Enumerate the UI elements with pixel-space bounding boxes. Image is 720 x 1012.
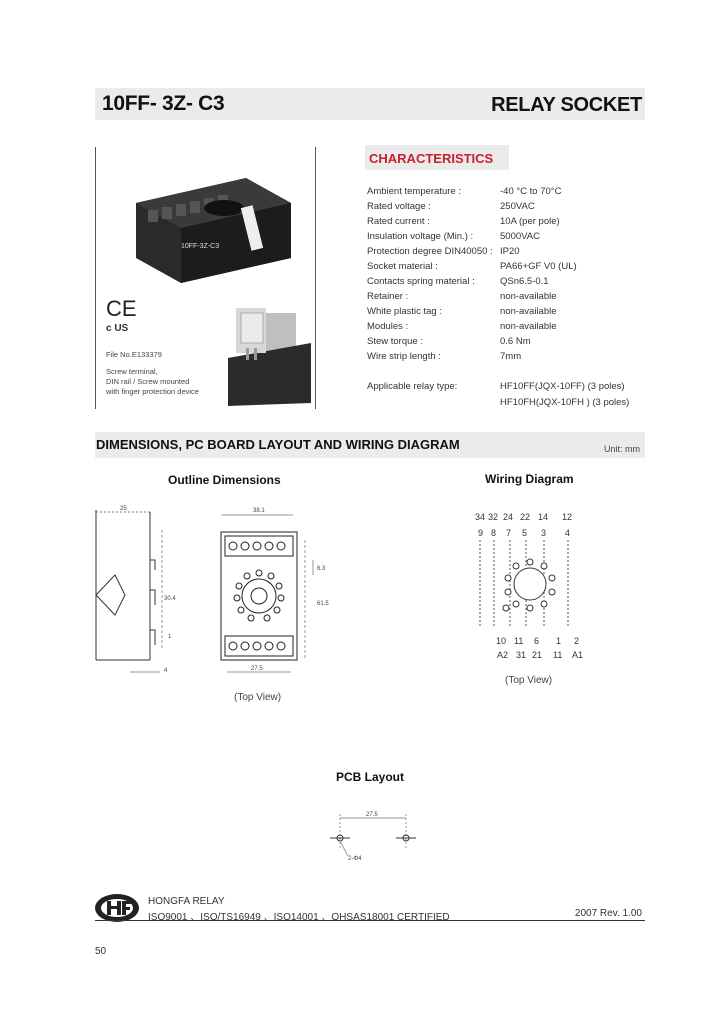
side-bottom-label: 4	[164, 668, 168, 674]
spec-label: Protection degree DIN40050 :	[367, 246, 493, 257]
top-width-label: 38.1	[253, 508, 265, 514]
spec-value: 0.6 Nm	[500, 336, 531, 347]
wire-top2-1: 8	[491, 528, 497, 538]
side-view-drawing	[90, 500, 180, 680]
wire-bot2-4: A1	[572, 650, 584, 660]
wire-top1-1: 32	[488, 512, 499, 522]
side-gap-label: 1	[168, 634, 172, 640]
side-width-label: 25	[120, 506, 127, 512]
pcb-title: PCB Layout	[336, 770, 405, 784]
characteristics-title: CHARACTERISTICS	[369, 151, 494, 166]
wiring-top-view: (Top View)	[505, 675, 553, 686]
wiring-title: Wiring Diagram	[485, 472, 574, 486]
ul-mark: c US	[106, 323, 129, 334]
outline-top-view: (Top View)	[234, 692, 282, 703]
wire-bot2-0: A2	[497, 650, 509, 660]
spec-value: PA66+GF V0 (UL)	[500, 261, 577, 272]
spec-label: White plastic tag :	[367, 306, 442, 317]
wire-bot2-3: 11	[553, 650, 563, 660]
spec-label: Socket material :	[367, 261, 438, 272]
spec-value: 250VAC	[500, 201, 535, 212]
spec-label: Insulation voltage (Min.) :	[367, 231, 474, 242]
wire-top1-2: 24	[503, 512, 514, 522]
spec-value: IP20	[500, 246, 520, 257]
pcb-layout-drawing	[318, 808, 428, 868]
page-title: RELAY SOCKET	[491, 94, 642, 116]
wire-bot1-2: 6	[534, 636, 540, 646]
top-right2-label: 61.5	[317, 601, 329, 607]
wire-bot2-2: 21	[532, 650, 543, 660]
spec-value: 7mm	[500, 351, 522, 362]
top-right1-label: 6.3	[317, 566, 326, 572]
wire-bot2-1: 31	[516, 650, 527, 660]
spec-label: Wire strip length :	[367, 351, 441, 362]
wire-top1-3: 22	[520, 512, 531, 522]
wire-bot1-3: 1	[556, 636, 562, 646]
spec-label: Contacts spring material :	[367, 276, 475, 287]
top-view-drawing	[205, 500, 355, 685]
product-desc-3: with finger protection device	[106, 387, 199, 396]
wiring-diagram	[470, 508, 600, 668]
spec-value: non-available	[500, 321, 557, 332]
brand-name: HONGFA RELAY	[148, 896, 225, 907]
wire-top2-0: 9	[478, 528, 484, 538]
dimensions-title: DIMENSIONS, PC BOARD LAYOUT AND WIRING DIAGRAM	[96, 437, 460, 452]
product-desc-1: Screw terminal,	[106, 367, 158, 376]
spec-label: Stew torque :	[367, 336, 423, 347]
photo-right-border	[315, 147, 316, 409]
spec-value: QSn6.5-0.1	[500, 276, 549, 287]
spec-label: Modules :	[367, 321, 409, 332]
wire-top2-2: 7	[506, 528, 512, 538]
applicable-label: Applicable relay type:	[367, 381, 458, 392]
socket-marking: 10FF-3Z-C3	[181, 243, 220, 250]
ce-mark: CE	[106, 296, 137, 321]
spec-value: -40 °C to 70°C	[500, 186, 562, 197]
model-number: 10FF- 3Z- C3	[102, 92, 225, 115]
file-number: File No.E133379	[106, 350, 162, 359]
wire-bot1-4: 2	[574, 636, 580, 646]
spec-label: Rated voltage :	[367, 201, 431, 212]
spec-label: Retainer :	[367, 291, 409, 302]
top-inner-label: 27.5	[251, 666, 263, 672]
spec-value: non-available	[500, 291, 557, 302]
wire-top2-5: 4	[565, 528, 571, 538]
wire-top1-5: 12	[562, 512, 573, 522]
wire-bot1-0: 10	[496, 636, 507, 646]
outline-title: Outline Dimensions	[168, 473, 281, 487]
wire-bot1-1: 11	[514, 636, 524, 646]
wire-top2-4: 3	[541, 528, 547, 538]
spec-value: 10A (per pole)	[500, 216, 560, 227]
applicable-value-1: HF10FF(JQX-10FF) (3 poles)	[500, 381, 625, 392]
wire-top1-4: 14	[538, 512, 549, 522]
spec-label: Ambient temperature :	[367, 186, 461, 197]
wire-top1-0: 34	[475, 512, 486, 522]
applicable-value-2: HF10FH(JQX-10FH ) (3 poles)	[500, 397, 630, 408]
revision: 2007 Rev. 1.00	[574, 908, 642, 919]
unit-label: Unit: mm	[604, 444, 640, 454]
pcb-hole-label: 2-Φ4	[348, 856, 362, 862]
spec-label: Rated current :	[367, 216, 430, 227]
product-desc-2: DIN rail / Screw mounted	[106, 377, 190, 386]
certifications: ISO9001 、ISO/TS16949 、ISO14001 、OHSAS18001 CERTIFIED	[148, 912, 450, 923]
pcb-spacing-label: 27.5	[366, 812, 378, 818]
spec-value: non-available	[500, 306, 557, 317]
spec-value: 5000VAC	[500, 231, 540, 242]
wire-top2-3: 5	[522, 528, 528, 538]
page-number: 50	[95, 946, 107, 957]
side-height-label: 30.4	[164, 596, 176, 602]
